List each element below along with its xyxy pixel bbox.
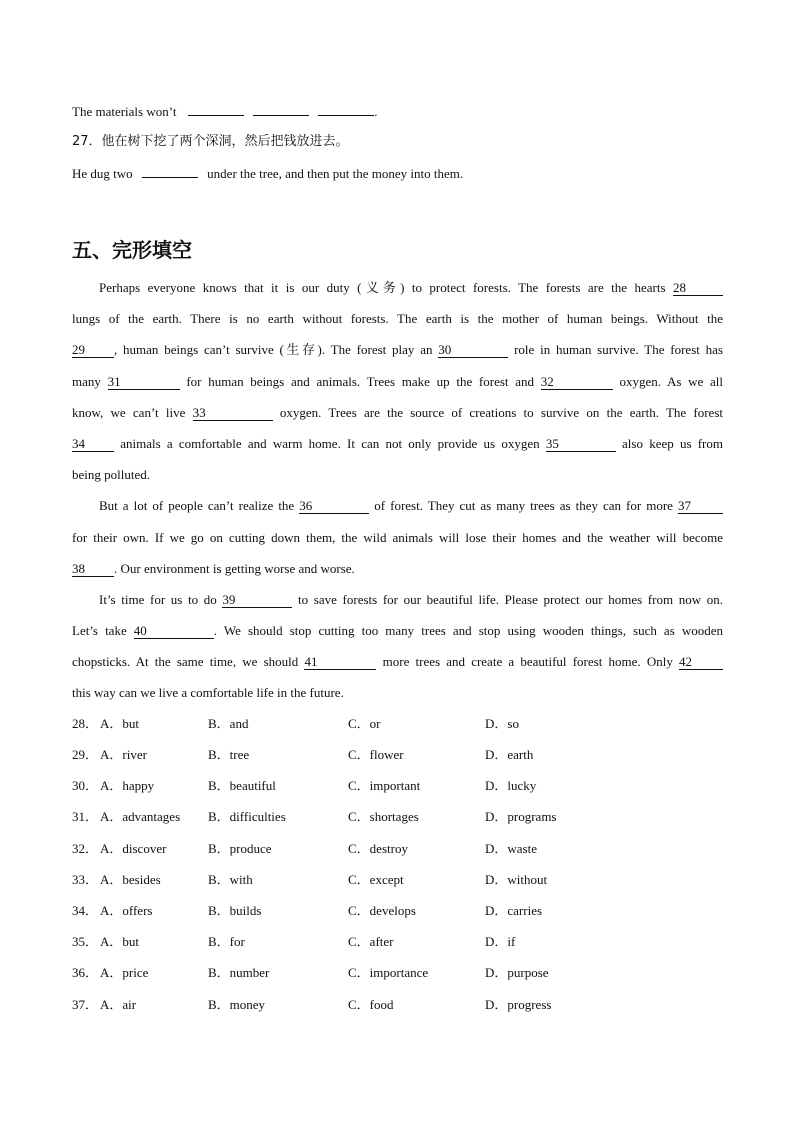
question-27-chinese: 27．他在树下挖了两个深洞，然后把钱放进去。 <box>72 134 349 149</box>
option-b[interactable]: B．money <box>208 997 266 1012</box>
blank-41[interactable]: 41 <box>304 655 376 670</box>
option-d[interactable]: D．so <box>485 716 519 731</box>
passage-line: many 31 for human beings and animals. Trees make up the forest and 32 oxygen. As we all <box>72 373 724 389</box>
option-d[interactable]: D．waste <box>485 841 537 856</box>
passage-line: being polluted. <box>72 467 150 483</box>
blank-36[interactable]: 36 <box>299 499 369 514</box>
question-number: 31． <box>72 809 99 824</box>
passage-line: But a lot of people can’t realize the 36 of forest. They cut as many trees as they can for more 37 <box>72 490 723 521</box>
option-c[interactable]: C．develops <box>348 903 416 918</box>
question-number: 29． <box>72 747 99 762</box>
question-number: 32． <box>72 841 99 856</box>
option-b[interactable]: B．difficulties <box>208 809 286 824</box>
question-number: 37． <box>72 997 99 1012</box>
passage-line: for their own. If we go on cutting down them, the wild animals will lose their homes and the weather will become <box>72 529 723 545</box>
blank-39[interactable]: 39 <box>222 593 292 608</box>
section-heading: 五、完形填空 <box>72 238 192 262</box>
blank-29[interactable]: 29 <box>72 343 114 358</box>
passage-line: this way can we live a comfortable life in the future. <box>72 685 344 701</box>
question-number: 34． <box>72 903 99 918</box>
blank-38[interactable]: 38 <box>72 562 114 577</box>
passage-line: chopsticks. At the same time, we should 41 more trees and create a beautiful forest home. Only 42 <box>72 646 723 677</box>
question-number: 33． <box>72 872 99 887</box>
option-c[interactable]: C．food <box>348 997 394 1012</box>
answer-blank[interactable] <box>188 103 244 116</box>
option-a[interactable]: A．besides <box>100 872 161 887</box>
option-a[interactable]: A．air <box>100 997 137 1012</box>
option-d[interactable]: D．lucky <box>485 778 537 793</box>
passage-line: know, we can’t live 33 oxygen. Trees are the source of creations to survive on the earth. The forest <box>72 404 723 420</box>
option-c[interactable]: C．shortages <box>348 809 419 824</box>
blank-42[interactable]: 42 <box>679 655 723 670</box>
option-a[interactable]: A．advantages <box>100 809 181 824</box>
blank-28[interactable]: 28 <box>673 281 723 296</box>
passage-line: It’s time for us to do 39 to save forests for our beautiful life. Please protect our homes from now on. <box>99 591 724 607</box>
option-a[interactable]: A．but <box>100 716 140 731</box>
option-c[interactable]: C．except <box>348 872 404 887</box>
option-b[interactable]: B．tree <box>208 747 250 762</box>
option-d[interactable]: D．without <box>485 872 548 887</box>
option-d[interactable]: D．if <box>485 934 516 949</box>
passage-line: 29 , human beings can’t survive (生存). The forest play an 30 role in human survive. The forest has <box>72 342 723 358</box>
option-c[interactable]: C．destroy <box>348 841 408 856</box>
option-c[interactable]: C．important <box>348 778 421 793</box>
option-d[interactable]: D．purpose <box>485 965 549 980</box>
option-d[interactable]: D．progress <box>485 997 552 1012</box>
passage-line: lungs of the earth. There is no earth without forests. The earth is the mother of human beings. Without the <box>72 311 723 327</box>
passage-line: 38 . Our environment is getting worse and worse. <box>72 560 355 576</box>
passage-line: Let’s take 40 . We should stop cutting too many trees and stop using wooden things, such as wooden <box>72 623 723 639</box>
passage-line: 34 animals a comfortable and warm home. It can not only provide us oxygen 35 also keep us from <box>72 435 723 451</box>
option-c[interactable]: C．importance <box>348 965 429 980</box>
option-a[interactable]: A．discover <box>100 841 167 856</box>
option-d[interactable]: D．carries <box>485 903 543 918</box>
option-a[interactable]: A．river <box>100 747 147 762</box>
option-b[interactable]: B．and <box>208 716 249 731</box>
sentence-text: under the tree, and then put the money into them. <box>207 166 464 181</box>
option-a[interactable]: A．but <box>100 934 140 949</box>
option-c[interactable]: C．flower <box>348 747 404 762</box>
option-b[interactable]: B．beautiful <box>208 778 276 793</box>
option-c[interactable]: C．or <box>348 716 381 731</box>
option-a[interactable]: A．happy <box>100 778 155 793</box>
option-c[interactable]: C．after <box>348 934 394 949</box>
option-d[interactable]: D．programs <box>485 809 557 824</box>
passage-line: Perhaps everyone knows that it is our duty (义务) to protect forests. The forests are the hearts 28 <box>72 272 723 303</box>
sentence-27-english <box>72 165 723 182</box>
blank-34[interactable]: 34 <box>72 437 114 452</box>
blank-37[interactable]: 37 <box>678 499 723 514</box>
option-b[interactable]: B．produce <box>208 841 272 856</box>
blank-30[interactable]: 30 <box>438 343 508 358</box>
answer-blank[interactable] <box>253 103 309 116</box>
option-a[interactable]: A．offers <box>100 903 153 918</box>
blank-40[interactable]: 40 <box>134 624 214 639</box>
blank-33[interactable]: 33 <box>193 406 273 421</box>
option-a[interactable]: A．price <box>100 965 149 980</box>
option-b[interactable]: B．number <box>208 965 270 980</box>
question-number: 28． <box>72 716 99 731</box>
sentence-end: . <box>374 104 378 119</box>
cloze-passage <box>72 272 723 709</box>
option-b[interactable]: B．builds <box>208 903 262 918</box>
question-number: 36． <box>72 965 99 980</box>
question-number: 30． <box>72 778 99 793</box>
option-b[interactable]: B．for <box>208 934 245 949</box>
blank-35[interactable]: 35 <box>546 437 616 452</box>
blank-32[interactable]: 32 <box>541 375 613 390</box>
sentence-text: He dug two <box>72 166 133 181</box>
blank-31[interactable]: 31 <box>108 375 180 390</box>
answer-blank[interactable] <box>142 165 198 178</box>
option-b[interactable]: B．with <box>208 872 253 887</box>
sentence-text: The materials won’t <box>72 104 177 119</box>
question-number: 35． <box>72 934 99 949</box>
answer-blank[interactable] <box>318 103 374 116</box>
sentence-26-english <box>72 103 723 120</box>
option-d[interactable]: D．earth <box>485 747 534 762</box>
